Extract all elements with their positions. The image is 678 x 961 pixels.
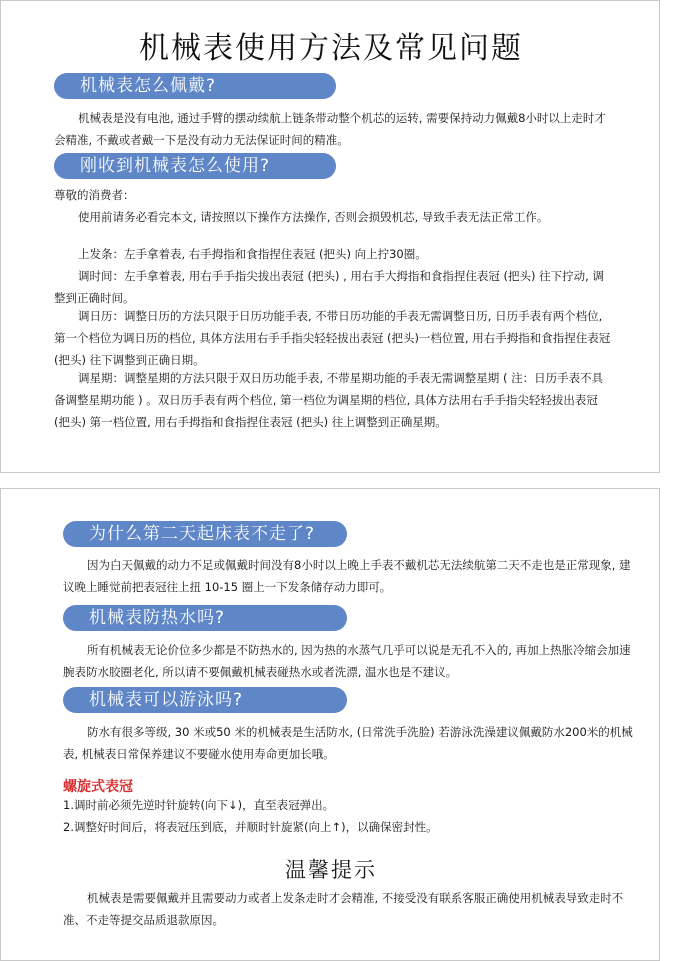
- section-heading-stopped: 为什么第二天起床表不走了?: [63, 521, 347, 547]
- set-date-instruction: 调日历：调整日历的方法只限于日历功能手表, 不带日历功能的手表无需调整日历, 日历手表有两个档位, 第一个档位为调日历的档位, 具体方法用右手手指尖轻轻拔出表冠 (把头)一档位置, 用右手拇指和食指捏住表冠 (把头) 往下调整到正确日期。: [54, 309, 611, 367]
- how-to-wear-body: 机械表是没有电池, 通过手臂的摆动续航上链条带动整个机芯的运转, 需要保持动力佩戴8小时以上走时才会精准, 不戴或者戴一下是没有动力无法保证时间的精准。: [54, 111, 606, 147]
- first-use-intro: 使用前请务必看完本文, 请按照以下操作方法操作, 否则会损毁机芯, 导致手表无法正常工作。: [78, 210, 549, 224]
- section-heading-first-use: 刚收到机械表怎么使用?: [54, 153, 336, 179]
- card-faq: [0, 488, 660, 961]
- screw-crown-heading: 螺旋式表冠: [63, 779, 133, 795]
- screw-crown-step-2: 2.调整好时间后，将表冠压到底，并顺时针旋紧(向上↑)，以确保密封性。: [63, 820, 438, 834]
- section-heading-swimming: 机械表可以游泳吗?: [63, 687, 347, 713]
- screw-crown-step-1: 1.调时前必须先逆时针旋转(向下↓)，直至表冠弹出。: [63, 798, 335, 812]
- winding-instruction: 上发条：左手拿着表, 右手拇指和食指捏住表冠 (把头) 向上拧30圈。: [78, 247, 427, 261]
- card-usage: [0, 0, 660, 473]
- page-title: 机械表使用方法及常见问题: [139, 31, 523, 66]
- warm-tips-body: 机械表是需要佩戴并且需要动力或者上发条走时才会精准, 不接受没有联系客服正确使用机械表导致走时不准、不走等提交品质退款原因。: [63, 891, 624, 927]
- section-heading-how-to-wear: 机械表怎么佩戴?: [54, 73, 336, 99]
- swimming-body: 防水有很多等级, 30 米或50 米的机械表是生活防水, (日常洗手洗脸) 若游泳洗澡建议佩戴防水200米的机械表, 机械表日常保养建议不要碰水使用寿命更加长哦。: [63, 725, 633, 761]
- stopped-body: 因为白天佩戴的动力不足或佩戴时间没有8小时以上晚上手表不戴机芯无法续航第二天不走也是正常现象, 建议晚上睡觉前把表冠往上扭 10-15 圈上一下发条储存动力即可。: [63, 558, 631, 594]
- section-heading-hot-water: 机械表防热水吗?: [63, 605, 347, 631]
- set-week-instruction: 调星期：调整星期的方法只限于双日历功能手表, 不带星期功能的手表无需调整星期 ( 注：日历手表不具备调整星期功能 ) 。双日历手表有两个档位, 第一档位为调星期的档位, 具体方法用右手手指尖轻轻拔出表冠 (把头) 第一档位置, 用右手拇指和食指捏住表冠 (把头) 往上调整到正确星期。: [54, 371, 604, 429]
- hot-water-body: 所有机械表无论价位多少都是不防热水的, 因为热的水蒸气几乎可以说是无孔不入的, 再加上热胀冷缩会加速腕表防水胶圈老化, 所以请不要佩戴机械表碰热水或者洗漂, 温水也是不建议。: [63, 643, 631, 679]
- set-time-instruction: 调时间：左手拿着表, 用右手手指尖拔出表冠 (把头) , 用右手大拇指和食指捏住表冠 (把头) 往下拧动, 调整到正确时间。: [54, 269, 604, 305]
- warm-tips-heading: 温馨提示: [285, 858, 377, 882]
- greeting: 尊敬的消费者：: [54, 188, 135, 202]
